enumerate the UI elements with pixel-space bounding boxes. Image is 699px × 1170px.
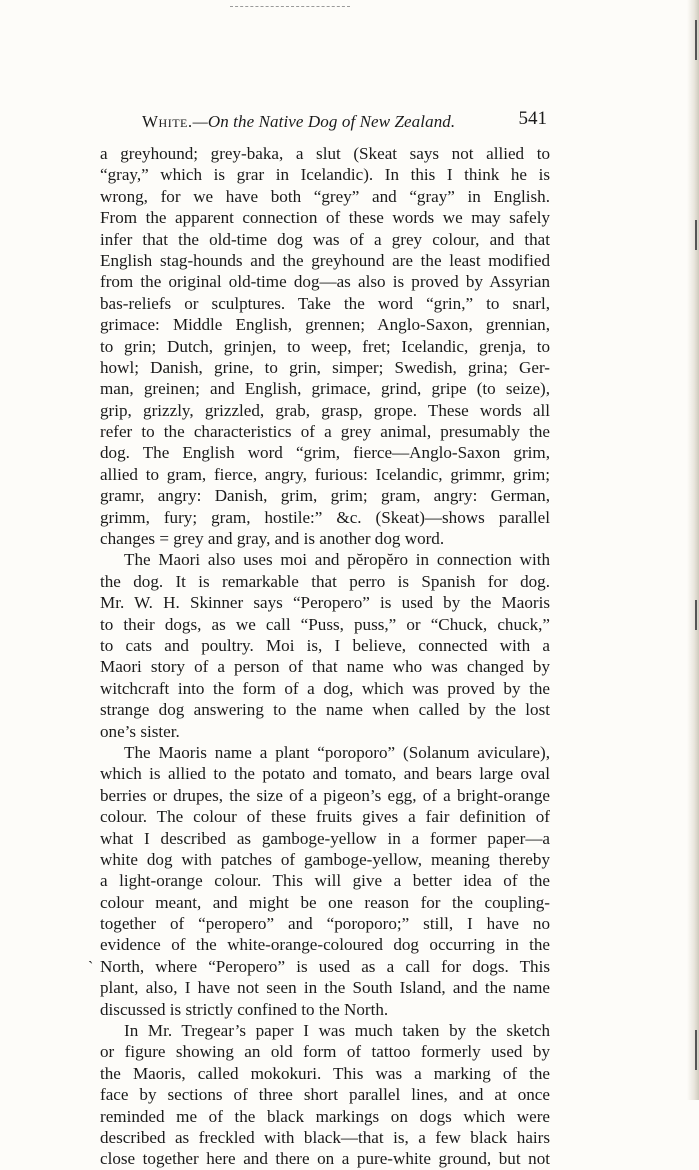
text-line: to cats and poultry. Moi is, I believe, connected with a (100, 635, 550, 655)
text-line: changes = grey and gray, and is another dog word. (100, 529, 445, 549)
author-name: White. (142, 112, 193, 131)
text-line: one’s sister. (100, 721, 180, 741)
text-line: to grin; Dutch, grinjen, to weep, fret; Icelandic, grenja, to (100, 336, 550, 356)
text-line: From the apparent connection of these words we may safely (100, 208, 550, 228)
text-line: bas-reliefs or sculptures. Take the word “grin,” to snarl, (100, 293, 550, 313)
text-line: what I described as gamboge-yellow in a former paper—a (100, 828, 550, 848)
text-line: colour meant, and might be one reason for the coupling- (100, 892, 550, 912)
text-line: infer that the old-time dog was of a grey colour, and that (100, 229, 550, 249)
text-line: from the original old-time dog—as also is proved by Assyrian (100, 272, 550, 292)
text-line: The Maori also uses moi and pĕropĕro in connection with (124, 550, 550, 570)
text-line: the dog. It is remarkable that perro is Spanish for dog. (100, 571, 550, 591)
text-line: English stag-hounds and the greyhound are the least modified (100, 250, 550, 270)
text-line: plant, also, I have not seen in the South Island, and the name (100, 978, 550, 998)
text-line: grip, grizzly, grizzled, grab, grasp, grope. These words all (100, 400, 550, 420)
text-line: grimm, fury; gram, hostile:” &c. (Skeat)—shows parallel (100, 507, 550, 527)
page-number: 541 (518, 108, 547, 129)
text-line: discussed is strictly confined to the North. (100, 999, 389, 1019)
text-line: face by sections of three short parallel lines, and at once (100, 1085, 550, 1105)
text-line: together of “peropero” and “poroporo;” still, I have no (100, 914, 550, 934)
text-line: strange dog answering to the name when called by the lost (100, 700, 550, 720)
running-header (92, 108, 552, 134)
text-line: colour. The colour of these fruits gives a fair definition of (100, 807, 550, 827)
text-line: evidence of the white-orange-coloured dog occurring in the (100, 935, 550, 955)
text-line: white dog with patches of gamboge-yellow, meaning thereby (100, 849, 550, 869)
text-line: described as freckled with black—that is, a few black hairs (100, 1127, 550, 1147)
text-line: “gray,” which is grar in Icelandic). In this I think he is (100, 165, 550, 185)
text-line: allied to gram, fierce, angry, furious: Icelandic, grimmr, grim; (100, 464, 550, 484)
text-line: wrong, for we have both “grey” and “gray” in English. (100, 186, 550, 206)
text-line: to their dogs, as we call “Puss, puss,” or “Chuck, chuck,” (100, 614, 550, 634)
text-line: The Maoris name a plant “poroporo” (Solanum aviculare), (124, 742, 550, 762)
text-line: reminded me of the black markings on dogs which were (100, 1106, 550, 1126)
text-line: howl; Danish, grine, to grin, simper; Swedish, grina; Ger- (100, 357, 550, 377)
body-text (100, 143, 550, 1170)
text-line: man, greinen; and English, grimace, grind, gripe (to seize), (100, 379, 550, 399)
text-line: Maori story of a person of that name who was changed by (100, 657, 550, 677)
text-line: a greyhound; grey-baka, a slut (Skeat says not allied to (100, 144, 550, 163)
text-line: close together here and there on a pure-white ground, but not (100, 1149, 550, 1169)
text-line: or figure showing an old form of tattoo formerly used by (100, 1042, 550, 1062)
text-line: which is allied to the potato and tomato, and bears large oval (100, 764, 550, 784)
text-line: witchcraft into the form of a dog, which was proved by the (100, 678, 550, 698)
text-line: Mr. W. H. Skinner says “Peropero” is used by the Maoris (100, 593, 550, 613)
text-line: grimace: Middle English, grennen; Anglo-Saxon, grennian, (100, 315, 550, 335)
text-line: North, where “Peropero” is used as a call for dogs. This (100, 956, 550, 976)
text-line: dog. The English word “grim, fierce—Anglo-Saxon grim, (100, 443, 550, 463)
text-line: gramr, angry: Danish, grim, grim; gram, angry: German, (100, 486, 550, 506)
page-edge (687, 0, 699, 1100)
running-head (142, 112, 455, 132)
top-rule (230, 6, 350, 7)
article-title: —On the Native Dog of New Zealand. (192, 112, 456, 131)
text-line: berries or drupes, the size of a pigeon’s egg, of a bright-orange (100, 785, 550, 805)
text-line: a light-orange colour. This will give a better idea of the (100, 871, 550, 891)
text-line: refer to the characteristics of a grey animal, presumably the (100, 422, 550, 442)
text-line: In Mr. Tregear’s paper I was much taken by the sketch (124, 1021, 550, 1041)
text-line: the Maoris, called mokokuri. This was a marking of the (100, 1063, 550, 1083)
margin-tick-mark: ˎ (88, 947, 94, 964)
